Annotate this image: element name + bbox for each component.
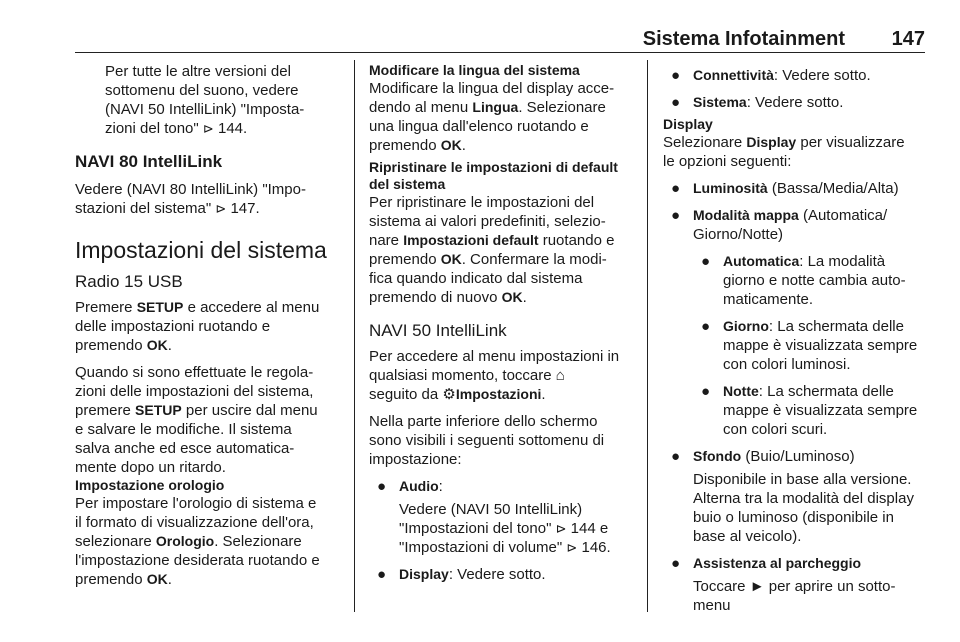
- text: le opzioni seguenti:: [663, 153, 792, 170]
- page-reference-arrow-icon: ⊳: [566, 540, 578, 555]
- text: Premere: [75, 299, 133, 316]
- text: Modificare la lingua del display acce-: [369, 80, 615, 97]
- keyword: Connettività: [693, 67, 774, 83]
- keyword: OK: [440, 251, 462, 267]
- text: Vedere (NAVI 50 IntelliLink): [399, 501, 583, 518]
- header-divider: [75, 52, 925, 53]
- keyword: Display: [746, 134, 797, 150]
- text: . Selezionare: [518, 99, 606, 116]
- page-ref[interactable]: 147.: [230, 200, 260, 217]
- bullet-icon: ●: [671, 448, 681, 465]
- bullet-icon: ●: [701, 383, 711, 400]
- text: per uscire dal menu: [185, 402, 318, 419]
- text: dendo al menu: [369, 99, 469, 116]
- keyword: OK: [440, 137, 462, 153]
- chapter-title: Sistema Infotainment: [642, 28, 845, 50]
- list-item-map-mode: [663, 206, 929, 244]
- text: l'impostazione desiderata ruotando e: [75, 552, 320, 569]
- page-ref[interactable]: 144.: [217, 120, 248, 137]
- text: . Selezionare: [214, 533, 302, 550]
- text: e accedere al menu: [187, 299, 320, 316]
- sublist-item-night: [663, 382, 929, 439]
- text: : Vedere sotto.: [773, 67, 871, 84]
- keyword: OK: [146, 337, 168, 353]
- text: buio o luminoso (disponibile in: [693, 509, 894, 526]
- keyword: Display: [399, 566, 449, 582]
- text: Per accedere al menu impostazioni in: [369, 348, 620, 365]
- text: Per ripristinare le impostazioni del: [369, 194, 595, 211]
- list-item-audio-body: [369, 500, 641, 557]
- list-item-background: [663, 447, 929, 466]
- text: premendo: [369, 251, 437, 268]
- main-section-heading: Impostazioni del sistema: [75, 237, 327, 263]
- text: mappe è visualizzata sempre: [723, 402, 918, 419]
- text: : Vedere sotto.: [448, 566, 546, 583]
- display-heading: Display: [663, 116, 713, 132]
- text: Nella parte inferiore dello schermo: [369, 413, 598, 430]
- page-reference-arrow-icon: ⊳: [555, 521, 567, 536]
- page-reference-arrow-icon: ⊳: [215, 201, 227, 216]
- column-1: Per tutte le altre versioni del sottomenu del suono, vedere (NAVI 50 IntelliLink) "Imposta- zioni del tono" ⊳ 144. NAVI 80 IntelliLink Vedere (NAVI 80 IntelliLink) "Impo- stazioni del sistema" ⊳ 147. Impostazioni del sistema Radio 15 USB Premere SETUP e accedere al menu delle impostazioni ruotando e premendo OK. Quando si sono effettuate le regola- zioni delle impostazioni del sistema, premere SETUP per uscire dal menu e salvare le modifiche. Il sistema salva anche ed esce automatica- mente dopo un ritardo. Impostazione orologio Per impostare l'orologio di sistema e il formato di visualizzazione dell'ora, selezionare Orologio. Selezionare l'impostazione desiderata ruotando e premendo OK.: [75, 62, 345, 589]
- text: giorno e notte cambia auto-: [723, 272, 906, 289]
- text: premendo: [75, 337, 143, 354]
- keyword: Orologio: [155, 533, 215, 549]
- text: : Vedere sotto.: [746, 94, 844, 111]
- text: Alterna tra la modalità del display: [693, 490, 914, 507]
- column-divider-1: [354, 60, 355, 612]
- list-item-parking-body: [663, 577, 929, 615]
- subsection-heading-radio: Radio 15 USB: [75, 272, 183, 291]
- text: mente dopo un ritardo.: [75, 459, 226, 476]
- text: premendo: [75, 571, 143, 588]
- text: Per tutte le altre versioni del: [105, 63, 291, 80]
- bullet-icon: ●: [377, 566, 387, 583]
- list-item-connectivity: [663, 66, 929, 85]
- keyword: Automatica: [723, 253, 800, 269]
- text: per visualizzare: [800, 134, 905, 151]
- text: mappe è visualizzata sempre: [723, 337, 918, 354]
- keyword: Lingua: [472, 99, 519, 115]
- text: il formato di visualizzazione dell'ora,: [75, 514, 314, 531]
- keyword: Notte: [723, 383, 759, 399]
- section-heading-navi50: NAVI 50 IntelliLink: [369, 321, 507, 340]
- bullet-icon: ●: [377, 478, 387, 495]
- bullet-icon: ●: [671, 207, 681, 224]
- paragraph: [369, 412, 641, 469]
- keyword: SETUP: [136, 299, 184, 315]
- list-item-brightness: [663, 179, 929, 198]
- bullet-icon: ●: [671, 555, 681, 572]
- play-arrow-icon: ►: [749, 578, 765, 595]
- keyword: Impostazioni: [455, 386, 542, 402]
- text: . Confermare la modi-: [461, 251, 607, 268]
- text: con colori scuri.: [723, 421, 828, 438]
- text: fica quando indicato dal sistema: [369, 270, 583, 287]
- text: : La schermata delle: [768, 318, 904, 335]
- keyword: Sistema: [693, 94, 747, 110]
- intro-paragraph: [75, 62, 345, 138]
- text: zioni del tono": [105, 120, 199, 137]
- list-item-background-body: [663, 470, 929, 546]
- text: "Impostazioni del tono": [399, 520, 552, 537]
- text: base al veicolo).: [693, 528, 802, 545]
- section-heading-navi80: NAVI 80 IntelliLink: [75, 152, 223, 171]
- text: sono visibili i seguenti sottomenu di: [369, 432, 605, 449]
- text: maticamente.: [723, 291, 814, 308]
- text: selezionare: [75, 533, 152, 550]
- text: "Impostazioni di volume": [399, 539, 563, 556]
- page-header: [75, 24, 925, 50]
- settings-gear-icon: ⚙: [442, 386, 456, 403]
- text: salva anche ed esce automatica-: [75, 440, 295, 457]
- text: (Bassa/Media/Alta): [771, 180, 899, 197]
- text: menu: [693, 597, 731, 614]
- text: sistema ai valori predefiniti, selezio-: [369, 213, 606, 230]
- text: zioni delle impostazioni del sistema,: [75, 383, 314, 400]
- keyword: Giorno: [723, 318, 769, 334]
- bullet-icon: ●: [701, 318, 711, 335]
- text: e salvare le modifiche. Il sistema: [75, 421, 292, 438]
- text: : La modalità: [799, 253, 886, 270]
- column-3: [663, 62, 929, 615]
- text: Selezionare: [663, 134, 743, 151]
- sublist-item-day: [663, 317, 929, 374]
- text: stazioni del sistema": [75, 200, 212, 217]
- keyword: Impostazioni default: [403, 232, 539, 248]
- text: (NAVI 50 IntelliLink) "Imposta-: [105, 101, 305, 118]
- text: sottomenu del suono, vedere: [105, 82, 299, 99]
- list-item-system: [663, 93, 929, 112]
- text: per aprire un sotto-: [768, 578, 896, 595]
- text: premendo di nuovo: [369, 289, 498, 306]
- list-item-audio: ● Audio:: [377, 478, 443, 495]
- text: Ripristinare le impostazioni di default: [369, 159, 618, 175]
- text: del sistema: [369, 176, 446, 192]
- text: qualsiasi momento, toccare: [369, 367, 552, 384]
- text: Vedere (NAVI 80 IntelliLink) "Impo-: [75, 181, 306, 198]
- sublist-item-automatic: [663, 252, 929, 309]
- text: premendo: [369, 137, 437, 154]
- text: : La schermata delle: [758, 383, 894, 400]
- page-number: 147: [891, 28, 925, 50]
- reset-heading: [369, 159, 641, 193]
- bullet-icon: ●: [671, 67, 681, 84]
- paragraph: [75, 363, 345, 477]
- page-ref[interactable]: 146.: [581, 539, 611, 556]
- text: Disponibile in base alla versione.: [693, 471, 912, 488]
- text: (Automatica/: [802, 207, 888, 224]
- column-divider-2: [647, 60, 648, 612]
- keyword: OK: [501, 289, 523, 305]
- text: con colori luminosi.: [723, 356, 851, 373]
- bullet-icon: ●: [671, 94, 681, 111]
- bullet-icon: ●: [701, 253, 711, 270]
- text: Quando si sono effettuate le regola-: [75, 364, 314, 381]
- text: Per impostare l'orologio di sistema e: [75, 495, 317, 512]
- clock-heading: Impostazione orologio: [75, 477, 225, 493]
- text: premere: [75, 402, 131, 419]
- keyword: OK: [146, 571, 168, 587]
- text: una lingua dall'elenco ruotando e: [369, 118, 589, 135]
- text: impostazione:: [369, 451, 462, 468]
- home-icon: ⌂: [555, 367, 565, 384]
- column-2: Modificare la lingua del sistema Modificare la lingua del display acce- dendo al menu Lingua. Selezionare una lingua dall'elenco ruotando e premendo OK. Ripristinare le impostazioni di default del sistema Per ripristinare le impostazioni del sistema ai valori predefiniti, selezio- nare Impostazioni default ruotando e premendo OK. Confermare la modi- fica quando indicato dal sistema premendo di nuovo OK. NAVI 50 IntelliLink Per accedere al menu impostazioni in qualsiasi momento, toccare ⌂ seguito da ⚙Impostazioni. Nella parte inferiore dello schermo sono visibili i seguenti sottomenu di impostazione: ● Audio: Vedere (NAVI 50 IntelliLink) "Impostazioni del tono" ⊳ 144 e "Impostazioni di volume" ⊳ 146. ● Display: Vedere sotto.: [369, 62, 641, 584]
- keyword: Modalità mappa: [693, 207, 799, 223]
- keyword: SETUP: [135, 402, 182, 418]
- text: seguito da: [369, 386, 439, 403]
- bullet-icon: ●: [671, 180, 681, 197]
- keyword: Sfondo: [693, 448, 742, 464]
- language-heading: Modificare la lingua del sistema: [369, 62, 580, 78]
- text: Giorno/Notte): [693, 226, 784, 243]
- page-ref[interactable]: 144 e: [570, 520, 609, 537]
- text: ruotando e: [542, 232, 615, 249]
- text: nare: [369, 232, 400, 249]
- list-item-display: [369, 565, 641, 584]
- keyword: Assistenza al parcheggio: [693, 555, 862, 571]
- text: Toccare: [693, 578, 746, 595]
- list-item-parking: [663, 554, 929, 573]
- text: (Buio/Luminoso): [745, 448, 855, 465]
- keyword: Audio: [399, 478, 439, 494]
- text: delle impostazioni ruotando e: [75, 318, 271, 335]
- keyword: Luminosità: [693, 180, 768, 196]
- page-reference-arrow-icon: ⊳: [202, 121, 214, 136]
